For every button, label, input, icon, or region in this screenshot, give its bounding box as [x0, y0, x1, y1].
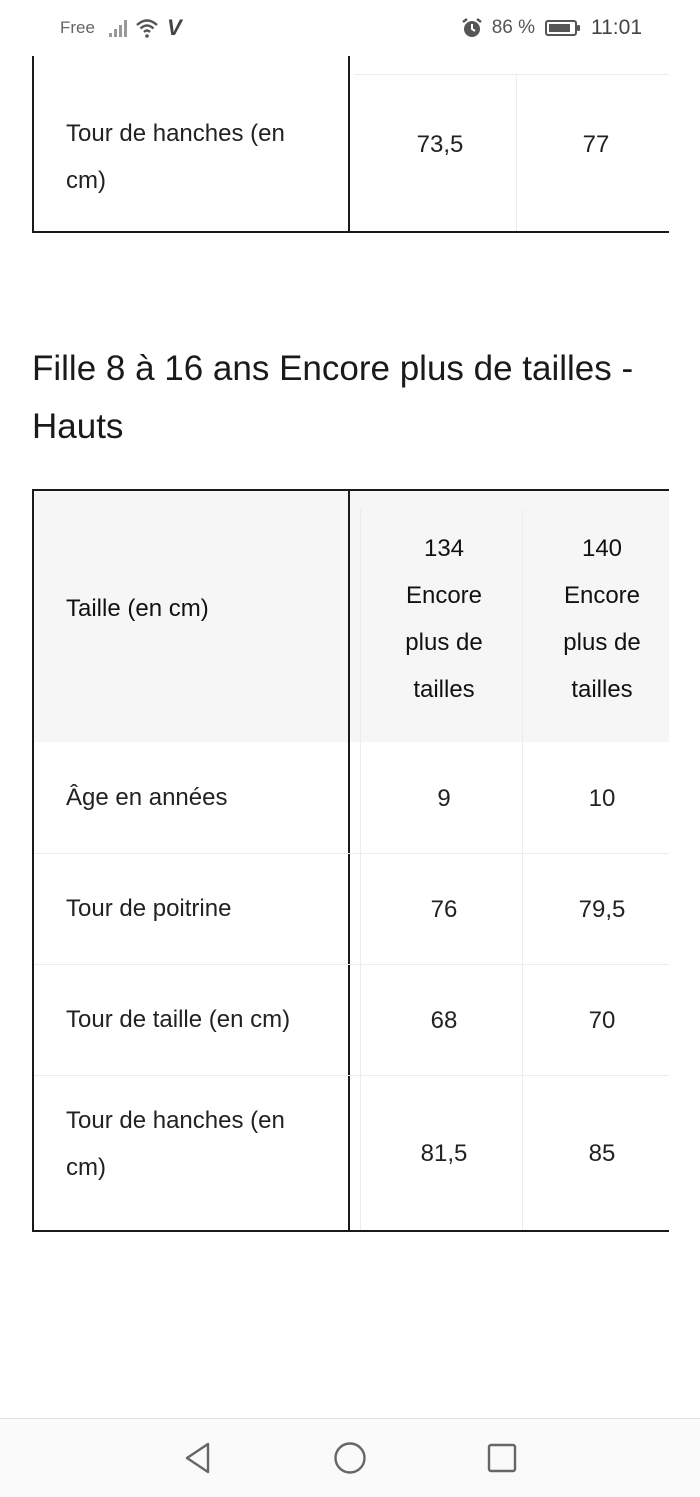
cell-value: 70 — [588, 1007, 616, 1034]
wifi-icon — [135, 17, 159, 39]
size-table — [32, 489, 669, 1232]
column-label-line: plus de — [405, 629, 483, 656]
cell-value: 77 — [582, 131, 610, 158]
column-label-line: Encore — [563, 582, 641, 609]
cell-value: 76 — [430, 896, 458, 923]
header-label: Taille (en cm) — [66, 595, 209, 622]
clock: 11:01 — [591, 16, 642, 39]
back-button[interactable] — [178, 1438, 218, 1478]
home-icon — [333, 1441, 367, 1475]
home-button[interactable] — [330, 1438, 370, 1478]
column-label-line: tailles — [571, 676, 633, 703]
row-label: Tour de poitrine — [66, 895, 232, 922]
table-row — [34, 1075, 669, 1230]
signal-icon — [109, 19, 127, 37]
table-row — [34, 742, 669, 853]
carrier-name: Free — [60, 18, 95, 37]
previous-size-table — [32, 56, 669, 233]
status-bar-right — [460, 16, 642, 40]
cell-value: 73,5 — [416, 131, 464, 158]
recents-button[interactable] — [482, 1438, 522, 1478]
table-row-label-cell — [34, 56, 350, 231]
column-label-line: Encore — [405, 582, 483, 609]
system-navigation-bar — [0, 1418, 700, 1497]
battery-icon — [545, 20, 577, 36]
cell-value: 68 — [430, 1007, 458, 1034]
vpn-icon: V — [166, 15, 182, 40]
row-label: Âge en années — [66, 784, 228, 811]
alarm-icon — [460, 17, 484, 39]
column-label-line: plus de — [563, 629, 641, 656]
row-label: Tour de hanches (en cm) — [66, 120, 285, 194]
section-title: Fille 8 à 16 ans Encore plus de tailles - Hauts — [32, 349, 634, 446]
cell-value: 81,5 — [420, 1140, 468, 1167]
table-row — [34, 853, 669, 964]
battery-percent: 86 % — [491, 17, 535, 38]
cell-value: 85 — [588, 1140, 616, 1167]
cell-value: 9 — [437, 785, 451, 812]
cell-value: 10 — [588, 785, 616, 812]
recents-icon — [486, 1442, 518, 1474]
status-bar-left — [60, 15, 182, 41]
status-bar — [0, 0, 700, 56]
row-label: Tour de taille (en cm) — [66, 1006, 291, 1033]
row-label: Tour de hanches (en cm) — [66, 1107, 285, 1181]
column-label-line: tailles — [413, 676, 475, 703]
column-size: 140 — [581, 535, 623, 562]
cell-value: 79,5 — [578, 896, 626, 923]
table-row — [34, 964, 669, 1075]
column-header-140 — [522, 525, 682, 713]
back-icon — [182, 1441, 214, 1475]
column-header-134 — [364, 525, 524, 713]
column-size: 134 — [423, 535, 465, 562]
